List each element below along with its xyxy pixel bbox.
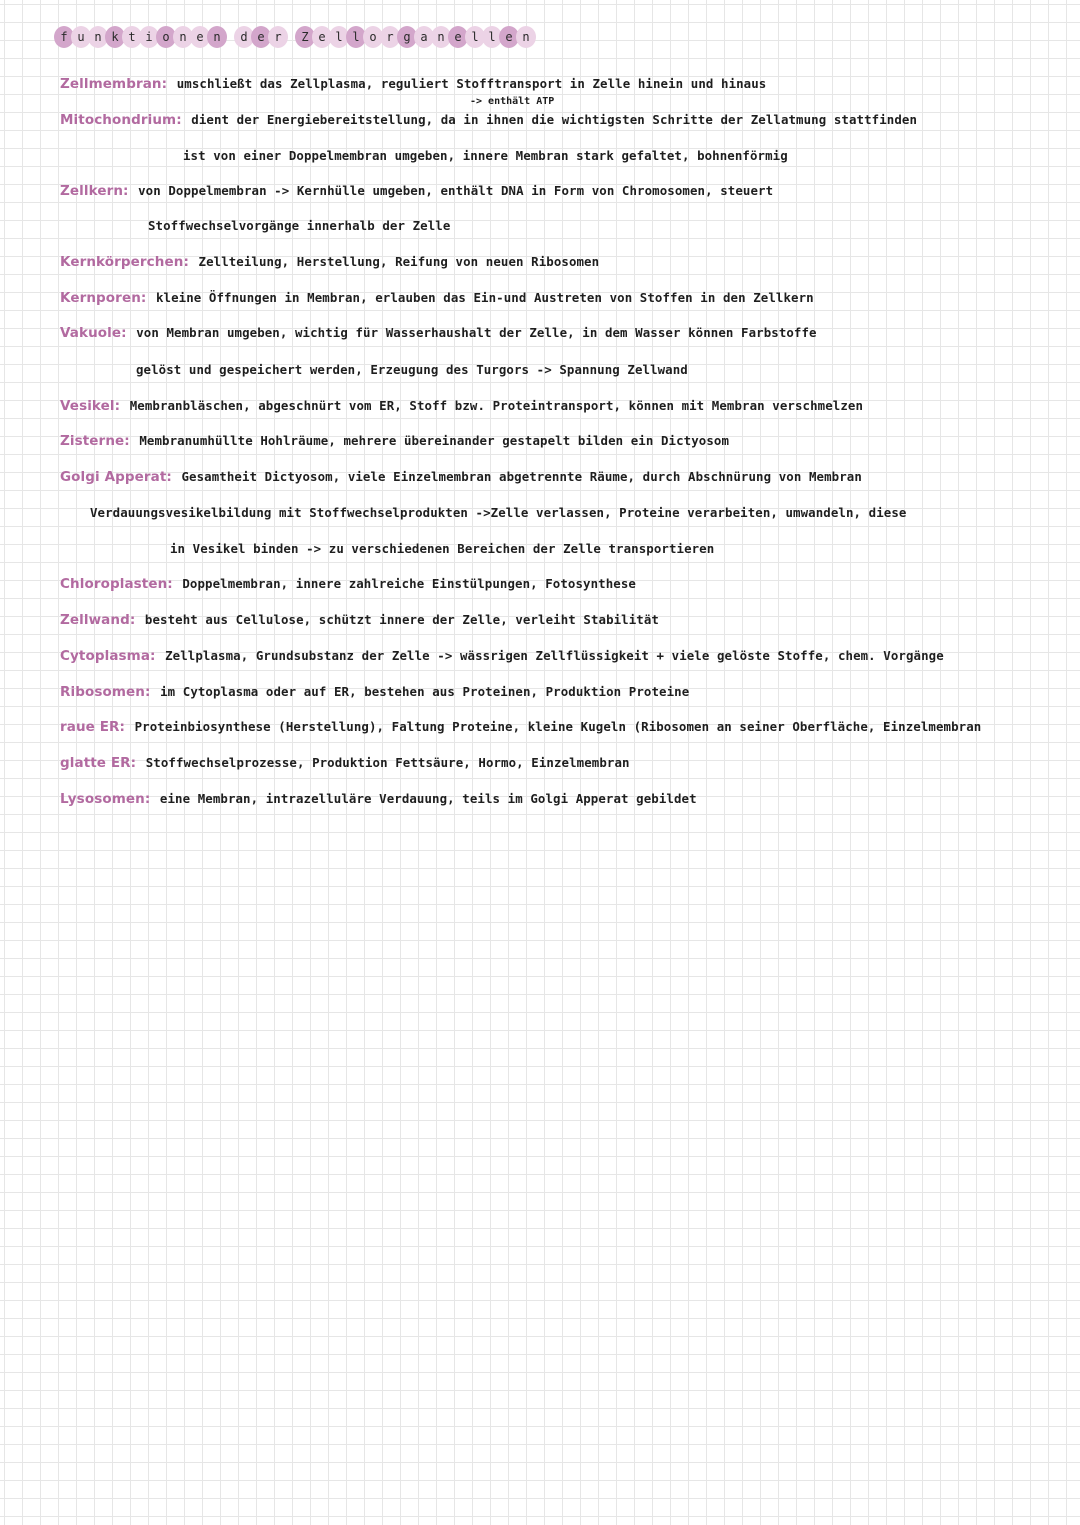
organelle-description: Stoffwechselprozesse, Produktion Fettsäure, Hormo, Einzelmembran bbox=[138, 755, 630, 770]
title-word bbox=[234, 26, 285, 48]
continuation-line bbox=[148, 218, 450, 234]
organelle-term: Lysosomen: bbox=[60, 791, 151, 807]
organelle-description: Proteinbiosynthese (Herstellung), Faltung Proteine, kleine Kugeln (Ribosomen an seiner Oberfläche, Einzelmembran bbox=[127, 719, 982, 734]
organelle-term: glatte ER: bbox=[60, 755, 137, 771]
continuation-line bbox=[136, 362, 688, 378]
title-letter: l bbox=[465, 26, 485, 48]
organelle-entry bbox=[60, 684, 689, 700]
title-letter: n bbox=[516, 26, 536, 48]
title-letter: e bbox=[312, 26, 332, 48]
organelle-entry bbox=[60, 433, 729, 449]
title-letter: Z bbox=[295, 26, 315, 48]
organelle-entry bbox=[60, 719, 981, 735]
page-title bbox=[54, 26, 543, 54]
organelle-description: im Cytoplasma oder auf ER, bestehen aus Proteinen, Produktion Proteine bbox=[152, 684, 690, 699]
organelle-term: Zisterne: bbox=[60, 433, 130, 449]
organelle-term: Cytoplasma: bbox=[60, 648, 156, 664]
title-letter: n bbox=[88, 26, 108, 48]
organelle-entry bbox=[60, 648, 944, 664]
continuation-line bbox=[90, 505, 906, 521]
organelle-entry bbox=[60, 254, 599, 270]
title-letter: l bbox=[329, 26, 349, 48]
organelle-description: Gesamtheit Dictyosom, viele Einzelmembran abgetrennte Räume, durch Abschnürung von Membran bbox=[173, 469, 862, 484]
title-letter: n bbox=[207, 26, 227, 48]
organelle-term: Kernporen: bbox=[60, 290, 147, 306]
organelle-term: Zellwand: bbox=[60, 612, 136, 628]
description-continuation: gelöst und gespeichert werden, Erzeugung des Turgors -> Spannung Zellwand bbox=[136, 362, 688, 377]
title-letter: d bbox=[234, 26, 254, 48]
organelle-description: Zellteilung, Herstellung, Reifung von neuen Ribosomen bbox=[190, 254, 600, 269]
continuation-line bbox=[170, 541, 714, 557]
organelle-term: raue ER: bbox=[60, 719, 126, 735]
organelle-entry bbox=[60, 612, 659, 628]
organelle-term: Mitochondrium: bbox=[60, 112, 182, 128]
organelle-term: Golgi Apperat: bbox=[60, 469, 172, 485]
title-word bbox=[54, 26, 224, 48]
organelle-term: Ribosomen: bbox=[60, 684, 151, 700]
organelle-term: Chloroplasten: bbox=[60, 576, 173, 592]
title-letter: f bbox=[54, 26, 74, 48]
organelle-entry bbox=[60, 290, 814, 306]
continuation-line bbox=[183, 148, 788, 164]
title-letter: t bbox=[122, 26, 142, 48]
title-word bbox=[295, 26, 533, 48]
organelle-entry bbox=[60, 183, 773, 199]
organelle-description: Membranbläschen, abgeschnürt vom ER, Stoff bzw. Proteintransport, können mit Membran verschmelzen bbox=[122, 398, 863, 413]
title-letter: g bbox=[397, 26, 417, 48]
title-letter: n bbox=[431, 26, 451, 48]
description-continuation: in Vesikel binden -> zu verschiedenen Bereichen der Zelle transportieren bbox=[170, 541, 715, 556]
organelle-term: Vesikel: bbox=[60, 398, 121, 414]
description-continuation: Verdauungsvesikelbildung mit Stoffwechselprodukten ->Zelle verlassen, Proteine verarbeiten, umwandeln, diese bbox=[90, 505, 907, 520]
organelle-entry bbox=[60, 76, 766, 92]
organelle-entry bbox=[60, 576, 636, 592]
organelle-description: von Membran umgeben, wichtig für Wasserhaushalt der Zelle, in dem Wasser können Farbstoffe bbox=[128, 325, 817, 340]
organelle-description: Doppelmembran, innere zahlreiche Einstülpungen, Fotosynthese bbox=[174, 576, 636, 591]
title-letter: n bbox=[173, 26, 193, 48]
organelle-term: Vakuole: bbox=[60, 325, 127, 341]
side-note: -> enthält ATP bbox=[470, 96, 555, 107]
title-letter: l bbox=[346, 26, 366, 48]
organelle-entry bbox=[60, 755, 630, 771]
organelle-description: Zellplasma, Grundsubstanz der Zelle -> wässrigen Zellflüssigkeit + viele gelöste Stoffe, chem. Vorgänge bbox=[157, 648, 944, 663]
organelle-term: Zellkern: bbox=[60, 183, 129, 199]
title-letter: i bbox=[139, 26, 159, 48]
organelle-description: umschließt das Zellplasma, reguliert Stofftransport in Zelle hinein und hinaus bbox=[169, 76, 767, 91]
title-letter: e bbox=[190, 26, 210, 48]
title-letter: e bbox=[448, 26, 468, 48]
organelle-description: kleine Öffnungen in Membran, erlauben das Ein-und Austreten von Stoffen in den Zellkern bbox=[148, 290, 814, 305]
description-continuation: Stoffwechselvorgänge innerhalb der Zelle bbox=[148, 218, 451, 233]
title-letter: u bbox=[71, 26, 91, 48]
organelle-description: Membranumhüllte Hohlräume, mehrere übereinander gestapelt bilden ein Dictyosom bbox=[131, 433, 730, 448]
organelle-entry bbox=[60, 325, 817, 341]
title-letter: e bbox=[251, 26, 271, 48]
organelle-term: Zellmembran: bbox=[60, 76, 168, 92]
title-letter: r bbox=[380, 26, 400, 48]
organelle-entry bbox=[60, 398, 863, 414]
organelle-term: Kernkörperchen: bbox=[60, 254, 189, 270]
description-continuation: ist von einer Doppelmembran umgeben, innere Membran stark gefaltet, bohnenförmig bbox=[183, 148, 788, 163]
title-letter: k bbox=[105, 26, 125, 48]
organelle-description: besteht aus Cellulose, schützt innere der Zelle, verleiht Stabilität bbox=[137, 612, 659, 627]
organelle-description: eine Membran, intrazelluläre Verdauung, teils im Golgi Apperat gebildet bbox=[152, 791, 697, 806]
title-letter: r bbox=[268, 26, 288, 48]
title-letter: e bbox=[499, 26, 519, 48]
organelle-description: von Doppelmembran -> Kernhülle umgeben, enthält DNA in Form von Chromosomen, steuert bbox=[130, 183, 774, 198]
title-letter: l bbox=[482, 26, 502, 48]
title-letter: o bbox=[156, 26, 176, 48]
organelle-entry bbox=[60, 112, 917, 128]
organelle-description: dient der Energiebereitstellung, da in ihnen die wichtigsten Schritte der Zellatmung stattfinden bbox=[183, 112, 918, 127]
title-letter: a bbox=[414, 26, 434, 48]
organelle-entry bbox=[60, 791, 697, 807]
title-letter: o bbox=[363, 26, 383, 48]
organelle-entry bbox=[60, 469, 862, 485]
